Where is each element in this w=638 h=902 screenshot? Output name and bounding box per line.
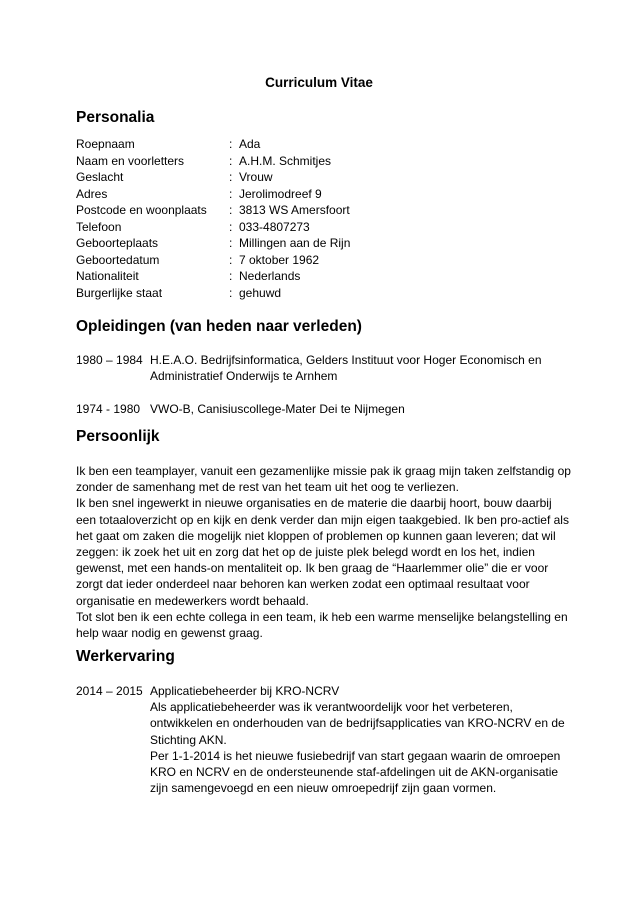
paragraph-line: gewenst, met een hands-on mentaliteit op. Ik ben graag de “Haarlemmer olie” die er voor <box>76 561 549 576</box>
field-value: 033-4807273 <box>239 219 310 234</box>
paragraph-line: Ik ben snel ingewerkt in nieuwe organisaties en de materie die daarbij hoort, bouw daarbij <box>76 496 552 511</box>
work-line: Per 1-1-2014 is het nieuwe fusiebedrijf van start gegaan waarin de omroepen <box>150 748 561 763</box>
field-label: Telefoon <box>76 219 122 234</box>
education-line: VWO-B, Canisiuscollege-Mater Dei te Nijmegen <box>150 402 405 416</box>
werkervaring-heading: Werkervaring <box>76 648 175 665</box>
field-value: gehuwd <box>239 285 282 300</box>
work-line: KRO en NCRV en de ondersteunende staf-afdelingen uit de AKN-organisatie <box>150 765 559 780</box>
work-line: Als applicatiebeheerder was ik verantwoordelijk voor het verbeteren, <box>150 700 513 715</box>
field-value: Ada <box>239 137 261 151</box>
paragraph-line: Ik ben een teamplayer, vanuit een gezamenlijke missie pak ik graag mijn taken zelfstandig op <box>76 464 571 478</box>
paragraph-line: zeggen: ik zoek het uit en zorg dat het op de juiste plek belegd wordt en los het, indien <box>76 545 535 560</box>
field-separator: : <box>229 252 233 267</box>
field-value: Vrouw <box>239 170 273 184</box>
paragraph-line: het gaat om zaken die mogelijk niet kloppen of problemen op kunnen gaan leveren; dat wil <box>76 528 556 543</box>
field-label: Geboorteplaats <box>76 236 159 250</box>
field-label: Postcode en woonplaats <box>76 203 207 217</box>
field-separator: : <box>229 203 233 217</box>
work-line: ontwikkelen en onderhouden van de bedrijfsapplicaties van KRO-NCRV en de <box>150 716 565 731</box>
work-line: zijn samengevoegd en een nieuw omroepedrijf zijn gaan vormen. <box>150 781 497 796</box>
personalia-row <box>76 136 576 152</box>
personalia-heading: Personalia <box>76 109 155 126</box>
paragraph-line: organisatie en medewerkers wordt behaald. <box>76 593 309 608</box>
personalia-row <box>76 252 576 268</box>
field-value: 3813 WS Amersfoort <box>239 203 350 217</box>
personalia-row <box>76 202 576 218</box>
personalia-row <box>76 285 576 301</box>
education-period: 1980 – 1984 <box>76 353 143 367</box>
education-period: 1974 - 1980 <box>76 402 141 416</box>
field-label: Geslacht <box>76 170 124 184</box>
education-description <box>150 352 570 384</box>
field-label: Geboortedatum <box>76 252 160 267</box>
field-value: Jerolimodreef 9 <box>239 186 322 201</box>
field-separator: : <box>229 170 233 184</box>
education-line: Administratief Onderwijs te Arnhem <box>150 369 338 384</box>
opleidingen-heading: Opleidingen (van heden naar verleden) <box>76 318 362 335</box>
document-title: Curriculum Vitae <box>265 75 373 90</box>
field-separator: : <box>229 137 233 151</box>
field-label: Naam en voorletters <box>76 153 185 168</box>
education-line: H.E.A.O. Bedrijfsinformatica, Gelders Instituut voor Hoger Economisch en <box>150 353 542 367</box>
field-label: Nationaliteit <box>76 269 139 283</box>
field-label: Roepnaam <box>76 137 135 151</box>
field-value: 7 oktober 1962 <box>239 252 320 267</box>
work-description <box>150 683 580 796</box>
field-label: Adres <box>76 186 108 201</box>
work-period: 2014 – 2015 <box>76 684 143 698</box>
persoonlijk-heading: Persoonlijk <box>76 428 160 445</box>
education-description <box>150 401 570 417</box>
personalia-row <box>76 153 576 169</box>
paragraph-line: een totaaloverzicht op en kijk en denk verder dan mijn eigen taakgebied. Ik ben pro-actief als <box>76 512 569 527</box>
personalia-row <box>76 219 576 235</box>
field-separator: : <box>229 236 233 250</box>
personalia-row <box>76 169 576 185</box>
field-separator: : <box>229 285 233 300</box>
field-separator: : <box>229 269 233 283</box>
field-separator: : <box>229 153 233 168</box>
paragraph-line: Tot slot ben ik een echte collega in een team, ik heb een warme menselijke belangstelling en <box>76 609 568 624</box>
persoonlijk-paragraph <box>76 463 576 641</box>
personalia-row <box>76 235 576 251</box>
work-line: Stichting AKN. <box>150 732 227 747</box>
paragraph-line: zorgt dat ieder onderdeel naar behoren kan werken zodat een optimaal resultaat voor <box>76 577 530 592</box>
paragraph-line: zonder de samenhang met de rest van het team uit het oog te verliezen. <box>76 480 459 495</box>
field-separator: : <box>229 219 233 234</box>
field-value: Nederlands <box>239 269 301 283</box>
field-label: Burgerlijke staat <box>76 285 163 300</box>
paragraph-line: help waar nodig en gewenst graag. <box>76 626 263 641</box>
field-separator: : <box>229 186 233 201</box>
personalia-row <box>76 268 576 284</box>
field-value: Millingen aan de Rijn <box>239 236 351 250</box>
field-value: A.H.M. Schmitjes <box>239 153 332 168</box>
personalia-row <box>76 186 576 202</box>
work-line: Applicatiebeheerder bij KRO-NCRV <box>150 684 340 698</box>
